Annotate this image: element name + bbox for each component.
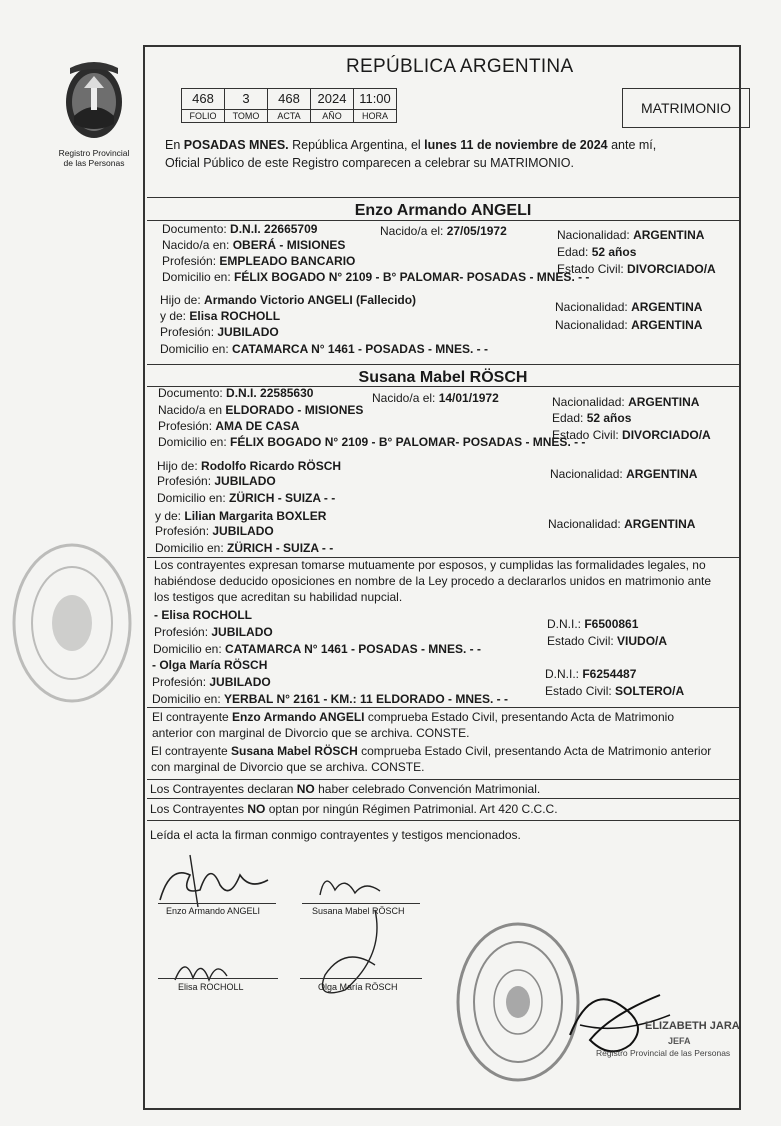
witness1-profession: Profesión: JUBILADO bbox=[154, 625, 273, 639]
civil-proof-1-line1: El contrayente Enzo Armando ANGELI comprueba Estado Civil, presentando Acta de Matrimonio bbox=[152, 710, 674, 724]
witness2-civil-status: Estado Civil: SOLTERO/A bbox=[545, 684, 685, 698]
country-title: REPÚBLICA ARGENTINA bbox=[346, 56, 574, 77]
spouse2-father-nationality: Nacionalidad: ARGENTINA bbox=[550, 467, 698, 481]
witness2-name: - Olga María RÖSCH bbox=[152, 658, 268, 672]
misiones-coat-of-arms-icon bbox=[62, 58, 126, 142]
spouse1-mother: y de: Elisa ROCHOLL bbox=[160, 309, 281, 323]
anio-cell: 2024 AÑO bbox=[310, 88, 354, 123]
hora-cell: 11:00 HORA bbox=[353, 88, 397, 123]
officer-office: Registro Provincial de las Personas bbox=[596, 1048, 731, 1058]
witness2-address: Domicilio en: YERBAL N° 2161 - KM.: 11 ELDORADO - MNES. - - bbox=[152, 692, 508, 706]
spouse1-address: Domicilio en: FÉLIX BOGADO N° 2109 - B° PALOMAR- POSADAS - MNES. - - bbox=[162, 270, 590, 284]
closing-statement: Leída el acta la firman conmigo contrayentes y testigos mencionados. bbox=[150, 828, 521, 842]
signature-label-witness2: Olga María RÖSCH bbox=[318, 982, 398, 992]
spouse2-address: Domicilio en: FÉLIX BOGADO N° 2109 - B° PALOMAR- POSADAS - MNES. - - bbox=[158, 435, 586, 449]
spouse1-mother-address: Domicilio en: CATAMARCA N° 1461 - POSADAS - MNES. - - bbox=[160, 342, 488, 356]
spouse2-age: Edad: 52 años bbox=[552, 411, 632, 425]
signature-label-witness1: Elisa ROCHOLL bbox=[178, 982, 244, 992]
regime-statement: Los Contrayentes NO optan por ningún Régimen Patrimonial. Art 420 C.C.C. bbox=[150, 802, 558, 816]
signature-label-spouse1: Enzo Armando ANGELI bbox=[166, 906, 261, 916]
spouse2-mother-profession: Profesión: JUBILADO bbox=[155, 524, 274, 538]
acta-type-box: MATRIMONIO bbox=[622, 88, 750, 128]
spouse1-mother-nationality: Nacionalidad: ARGENTINA bbox=[555, 318, 703, 332]
witness2-dni: D.N.I.: F6254487 bbox=[545, 667, 637, 681]
spouse2-civil-status: Estado Civil: DIVORCIADO/A bbox=[552, 428, 711, 442]
tomo-cell: 3 TOMO bbox=[224, 88, 268, 123]
witness-text-line3: los testigos que acreditan su habilidad nupcial. bbox=[154, 590, 403, 604]
spouse2-nationality: Nacionalidad: ARGENTINA bbox=[552, 395, 700, 409]
spouse1-civil-status: Estado Civil: DIVORCIADO/A bbox=[557, 262, 716, 276]
spouse2-mother: y de: Lilian Margarita BOXLER bbox=[155, 509, 327, 523]
witness-text-line1: Los contrayentes expresan tomarse mutuamente por esposos, y cumplidas las formalidades legales, no bbox=[154, 558, 706, 572]
spouse2-name: Susana Mabel RÖSCH bbox=[358, 369, 528, 386]
signature-susana-rosch-icon bbox=[300, 865, 400, 905]
registro-provincial-label-line2: de las Personas bbox=[63, 158, 125, 168]
spouse1-age: Edad: 52 años bbox=[557, 245, 637, 259]
spouse2-profession: Profesión: AMA DE CASA bbox=[158, 419, 300, 433]
intro-line1: En POSADAS MNES. República Argentina, el lunes 11 de noviembre de 2024 ante mí, bbox=[165, 138, 657, 152]
folio-cell: 468 FOLIO bbox=[181, 88, 225, 123]
convention-statement: Los Contrayentes declaran NO haber celebrado Convención Matrimonial. bbox=[150, 782, 541, 796]
civil-proof-2-line2: con marginal de Divorcio que se archiva. CONSTE. bbox=[151, 760, 425, 774]
witness1-dni: D.N.I.: F6500861 bbox=[547, 617, 639, 631]
acta-cell: 468 ACTA bbox=[267, 88, 311, 123]
spouse2-birthdate: Nacido/a el: 14/01/1972 bbox=[372, 391, 499, 405]
intro-line2: Oficial Público de este Registro comparecen a celebrar su MATRIMONIO. bbox=[165, 156, 574, 170]
spouse2-father-address: Domicilio en: ZÜRICH - SUIZA - - bbox=[157, 491, 336, 505]
registro-seal-left-icon bbox=[8, 538, 136, 708]
spouse1-mother-profession: Profesión: JUBILADO bbox=[160, 325, 279, 339]
spouse2-document: Documento: D.N.I. 22585630 bbox=[158, 386, 314, 400]
spouse1-nationality: Nacionalidad: ARGENTINA bbox=[557, 228, 705, 242]
spouse1-profession: Profesión: EMPLEADO BANCARIO bbox=[162, 254, 356, 268]
civil-proof-2-line1: El contrayente Susana Mabel RÖSCH comprueba Estado Civil, presentando Acta de Matrimonio anterior bbox=[151, 744, 712, 758]
acta-reference-cells bbox=[182, 88, 397, 123]
registro-provincial-label-line1: Registro Provincial bbox=[58, 148, 130, 158]
witness1-name: - Elisa ROCHOLL bbox=[154, 608, 253, 622]
officer-role: JEFA bbox=[668, 1036, 691, 1046]
spouse1-document: Documento: D.N.I. 22665709 bbox=[162, 222, 318, 236]
spouse2-mother-nationality: Nacionalidad: ARGENTINA bbox=[548, 517, 696, 531]
spouse2-mother-address: Domicilio en: ZÜRICH - SUIZA - - bbox=[155, 541, 334, 555]
witness1-civil-status: Estado Civil: VIUDO/A bbox=[547, 634, 668, 648]
spouse1-name: Enzo Armando ANGELI bbox=[354, 202, 532, 219]
witness2-profession: Profesión: JUBILADO bbox=[152, 675, 271, 689]
officer-name: ELIZABETH JARA bbox=[645, 1020, 740, 1032]
spouse2-father: Hijo de: Rodolfo Ricardo RÖSCH bbox=[157, 459, 342, 473]
spouse1-birthplace: Nacido/a en: OBERÁ - MISIONES bbox=[162, 238, 346, 252]
spouse1-father-nationality: Nacionalidad: ARGENTINA bbox=[555, 300, 703, 314]
witness1-address: Domicilio en: CATAMARCA N° 1461 - POSADAS - MNES. - - bbox=[153, 642, 481, 656]
civil-proof-1-line2: anterior con marginal de Divorcio que se archiva. CONSTE. bbox=[152, 726, 470, 740]
spouse2-father-profession: Profesión: JUBILADO bbox=[157, 474, 276, 488]
signature-label-spouse2: Susana Mabel RÖSCH bbox=[312, 906, 405, 916]
spouse1-father: Hijo de: Armando Victorio ANGELI (Fallecido) bbox=[160, 293, 417, 307]
witness-text-line2: habiéndose deducido oposiciones en nombre de la Ley procedo a declararlos unidos en matrimonio ante bbox=[154, 574, 712, 588]
spouse1-birthdate: Nacido/a el: 27/05/1972 bbox=[380, 224, 507, 238]
spouse2-birthplace: Nacido/a en ELDORADO - MISIONES bbox=[158, 403, 364, 417]
